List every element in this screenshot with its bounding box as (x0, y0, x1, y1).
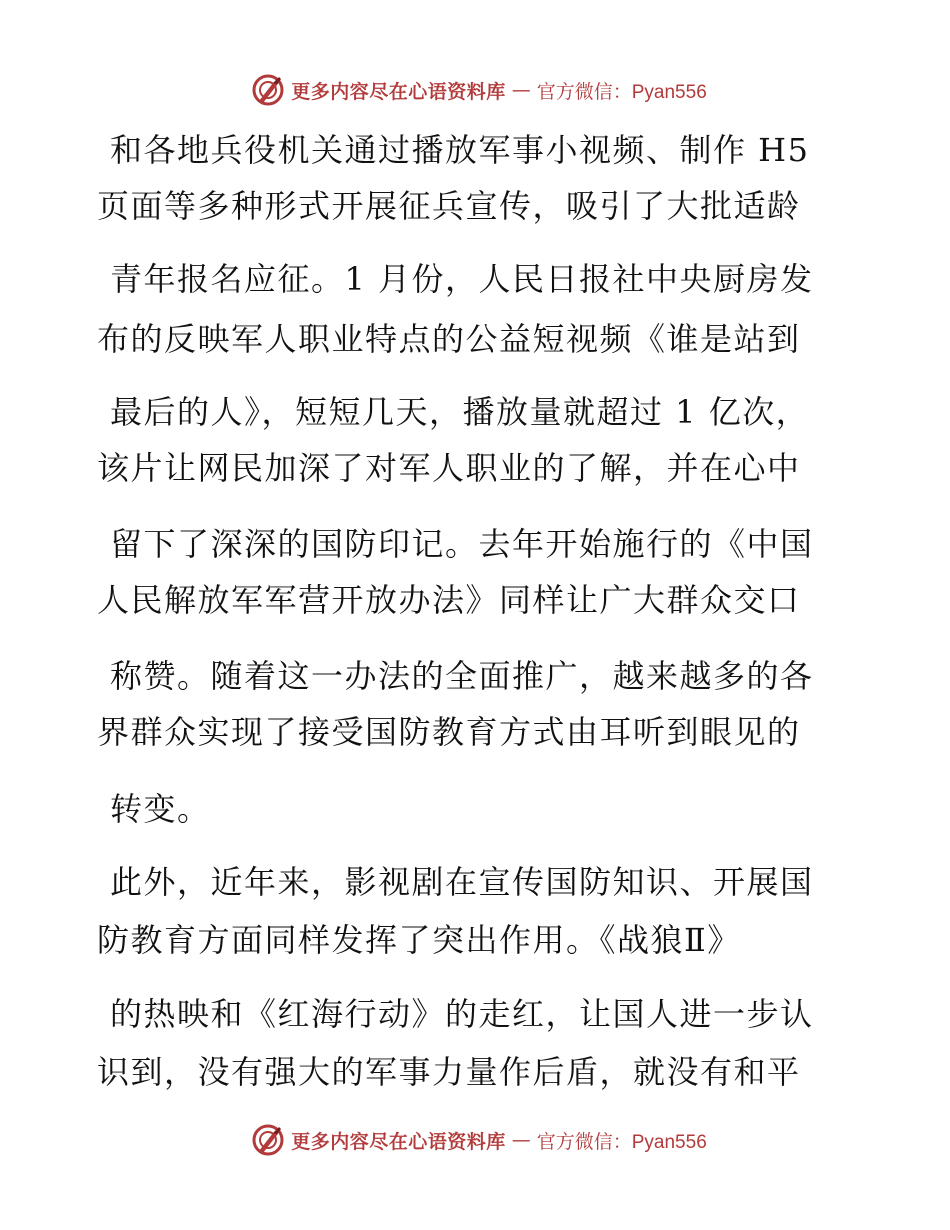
text-line-12: 此外，近年来，影视剧在宣传国防知识、开展国 (110, 863, 814, 901)
text-line-15: 识到，没有强大的军事力量作后盾，就没有和平 (97, 1053, 801, 1091)
text-line-3: 青年报名应征。1 月份，人民日报社中央厨房发 (110, 260, 814, 298)
footer-banner-content (251, 1123, 707, 1157)
banner-separator: — (511, 1129, 531, 1151)
header-banner-content (251, 73, 707, 107)
banner-separator: — (511, 79, 531, 101)
text-line-14: 的热映和《红海行动》的走红，让国人进一步认 (110, 995, 814, 1033)
footer-banner (0, 1120, 950, 1160)
banner-title: 更多内容尽在心语资料库 (291, 80, 506, 103)
text-line-6: 该片让网民加深了对军人职业的了解，并在心中 (97, 449, 801, 487)
header-banner (0, 70, 950, 110)
pen-logo-icon (251, 1123, 285, 1157)
text-line-2: 页面等多种形式开展征兵宣传，吸引了大批适龄 (97, 187, 801, 225)
text-line-8: 人民解放军军营开放办法》同样让广大群众交口 (97, 581, 801, 619)
text-line-1: 和各地兵役机关通过播放军事小视频、制作 H5 (110, 131, 810, 169)
text-line-9: 称赞。随着这一办法的全面推广，越来越多的各 (110, 657, 814, 695)
text-line-5: 最后的人》，短短几天，播放量就超过 1 亿次， (110, 393, 810, 431)
text-line-13: 防教育方面同样发挥了突出作用。《战狼Ⅱ》 (97, 921, 741, 959)
banner-contact: 官方微信：Pyan556 (536, 1131, 707, 1153)
text-line-4: 布的反映军人职业特点的公益短视频《谁是站到 (97, 320, 801, 358)
text-line-7: 留下了深深的国防印记。去年开始施行的《中国 (110, 525, 814, 563)
text-line-10: 界群众实现了接受国防教育方式由耳听到眼见的 (97, 713, 801, 751)
text-line-11: 转变。 (110, 790, 211, 828)
banner-title: 更多内容尽在心语资料库 (291, 1130, 506, 1153)
banner-contact: 官方微信：Pyan556 (536, 81, 707, 103)
pen-logo-icon (251, 73, 285, 107)
